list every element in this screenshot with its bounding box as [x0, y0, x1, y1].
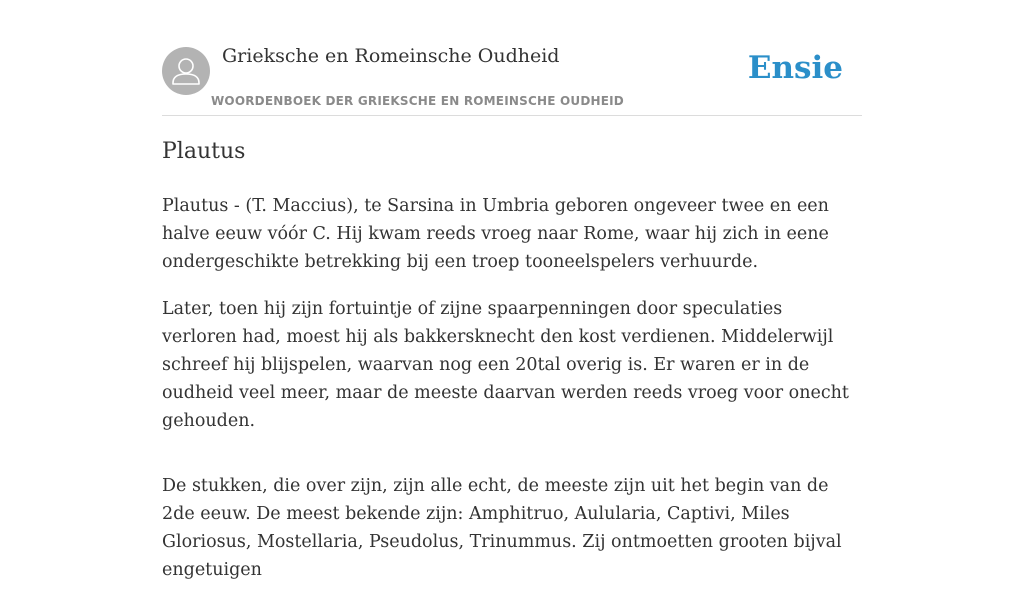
avatar[interactable]: [162, 47, 210, 95]
content-container: [162, 0, 862, 580]
entry-paragraph: Plautus - (T. Maccius), te Sarsina in Umbria geboren ongeveer twee en een halve eeuw vóór C. Hij kwam reeds vroeg naar Rome, waar hij zich in eene ondergeschikte betrekking bij een troep tooneelspelers verhuurde.: [162, 196, 829, 272]
entry-paragraph: De stukken, die over zijn, zijn alle echt, de meeste zijn uit het begin van de 2de eeuw. De meest bekende zijn: Amphitruo, Aulularia, Captivi, Miles Gloriosus, Mostellaria, Pseudolus, Trinummus. Zij ontmoetten grooten bijval engetuigen: [162, 476, 842, 580]
entry-body: [162, 192, 862, 603]
site-subtitle: WOORDENBOEK DER GRIEKSCHE EN ROMEINSCHE OUDHEID: [211, 94, 624, 108]
entry-paragraph: Later, toen hij zijn fortuintje of zijne spaarpenningen door speculaties verloren had, moest hij als bakkersknecht den kost verdienen. Middelerwijl schreef hij blijspelen, waarvan nog een 20tal overig is. Er waren er in de oudheid veel meer, maar de meeste daarvan werden reeds vroeg voor onecht gehouden.: [162, 299, 849, 431]
entry-title: Plautus: [162, 139, 246, 164]
ensie-logo-link[interactable]: Ensie: [747, 50, 843, 86]
user-placeholder-icon: [162, 47, 210, 95]
site-title-link[interactable]: Grieksche en Romeinsche Oudheid: [222, 45, 560, 67]
site-header: [162, 0, 862, 116]
